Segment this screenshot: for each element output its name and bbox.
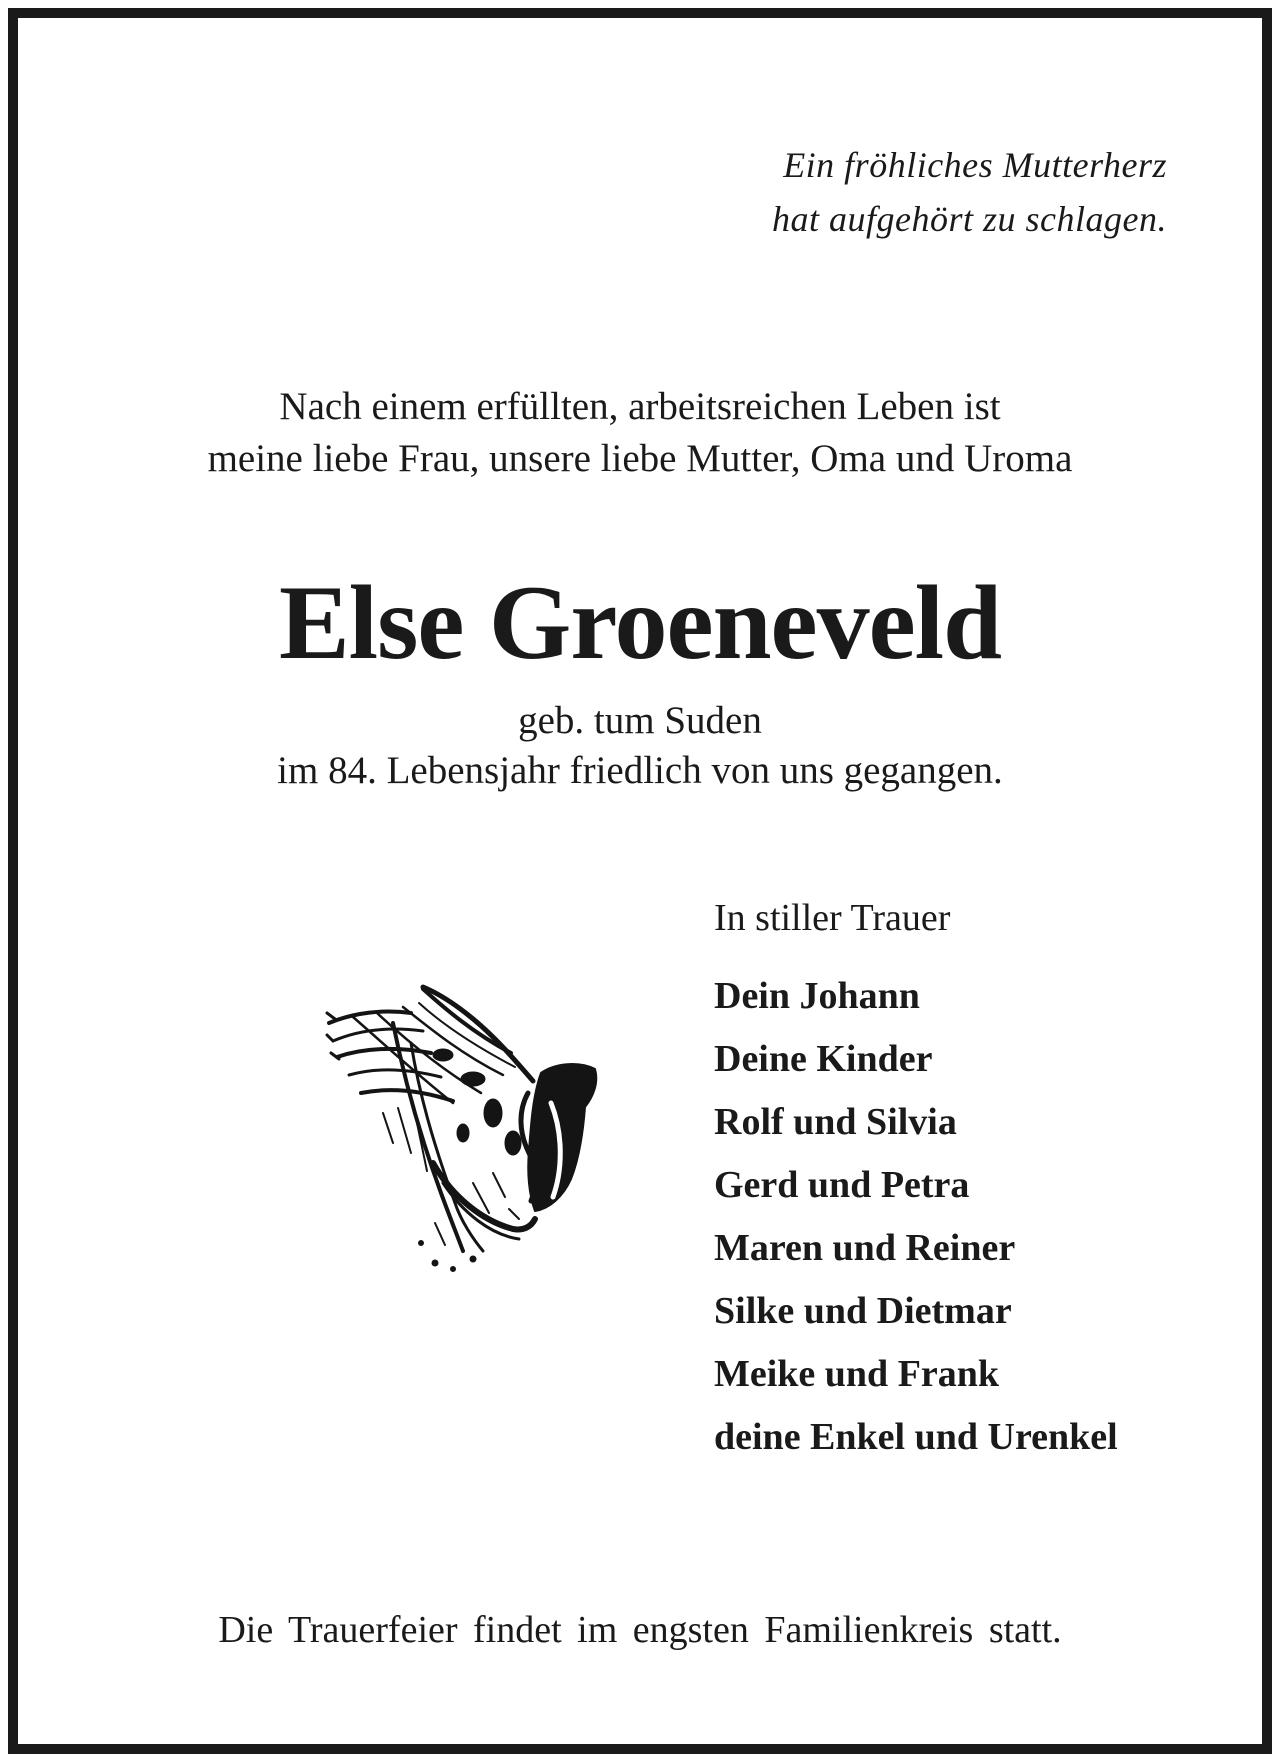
mourner-name: Deine Kinder — [714, 1038, 933, 1080]
mourner-name: Meike und Frank — [714, 1353, 1000, 1395]
mourner-name: Dein Johann — [714, 975, 920, 1017]
obituary-notice — [8, 8, 1272, 1754]
birth-name: geb. tum Suden — [518, 699, 762, 742]
mourning-label: In stiller Trauer — [714, 897, 951, 939]
mourner-name: Silke und Dietmar — [714, 1290, 1012, 1332]
mourner-name: Maren und Reiner — [714, 1227, 1016, 1269]
motto-quote — [772, 138, 1167, 246]
mourner-name: Gerd und Petra — [714, 1164, 970, 1206]
age-line: im 84. Lebensjahr friedlich von uns gegangen. — [277, 749, 1003, 792]
deceased-name: Else Groeneveld — [278, 564, 1002, 681]
mourner-name: deine Enkel und Urenkel — [714, 1416, 1118, 1458]
intro-text — [18, 381, 1262, 485]
closing-note: Die Trauerfeier findet im engsten Familienkreis statt. — [218, 1609, 1062, 1651]
motto-line-2: hat aufgehört zu schlagen. — [772, 199, 1167, 239]
intro-line-1: Nach einem erfüllten, arbeitsreichen Leben ist — [279, 385, 1001, 428]
mourner-list — [714, 965, 1118, 1469]
motto-line-1: Ein fröhliches Mutterherz — [783, 145, 1167, 185]
intro-line-2: meine liebe Frau, unsere liebe Mutter, Oma und Uroma — [207, 437, 1073, 480]
praying-hands-icon — [323, 983, 623, 1278]
mourner-name: Rolf und Silvia — [714, 1101, 957, 1143]
